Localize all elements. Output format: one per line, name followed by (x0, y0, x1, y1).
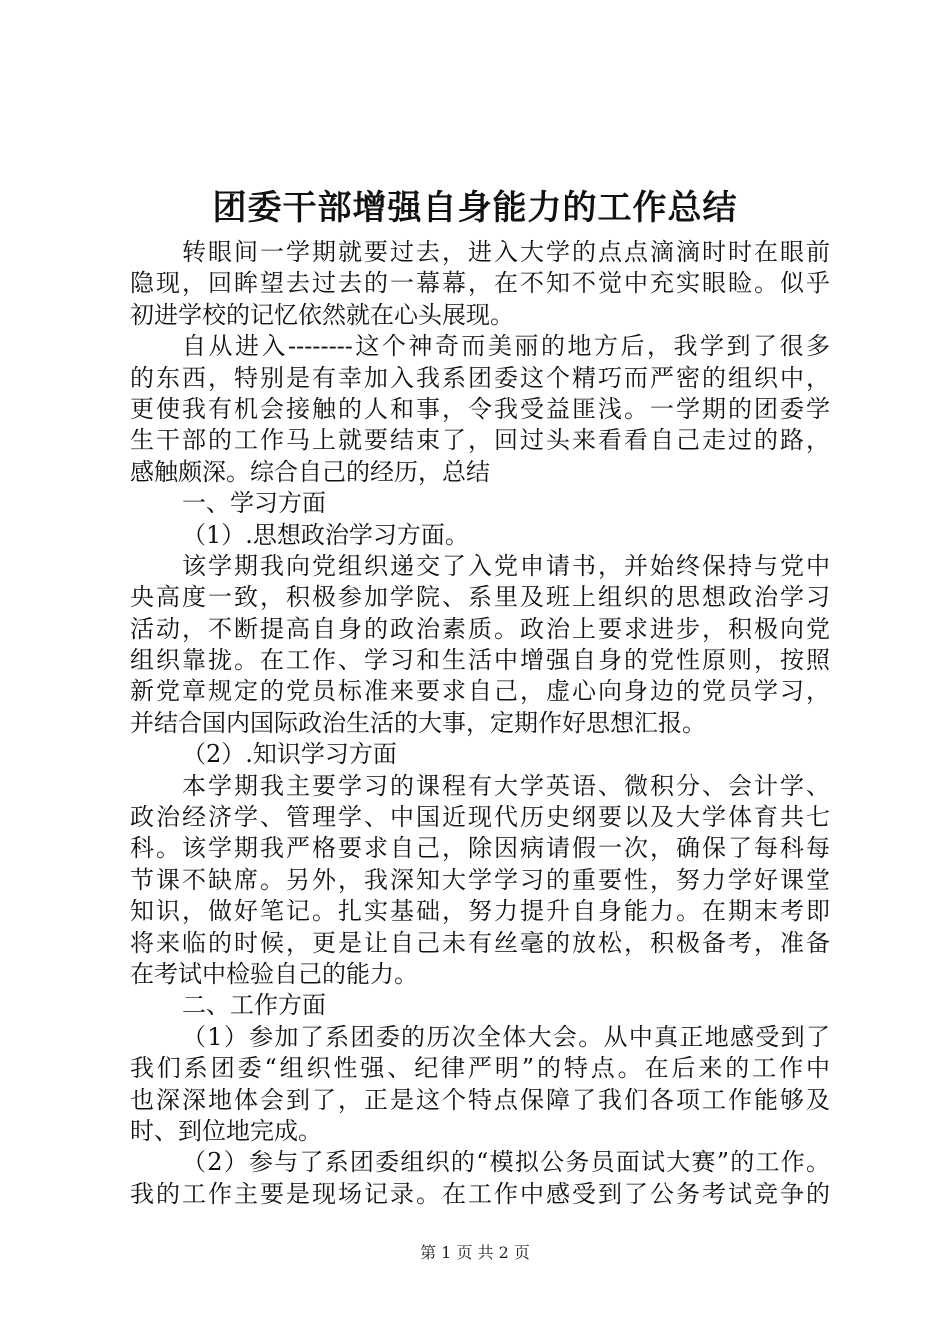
text-line: 科。该学期我严格要求自己，除因病请假一次，确保了每科每 (130, 834, 830, 863)
text-line: 央高度一致，积极参加学院、系里及班上组织的思想政治学习 (130, 583, 830, 612)
text-line: 的东西，特别是有幸加入我系团委这个精巧而严密的组织中， (130, 363, 830, 392)
text-line: 我们系团委“组织性强、纪律严明”的特点。在后来的工作中 (130, 1054, 830, 1083)
text-line: 初进学校的记忆依然就在心头展现。 (130, 300, 514, 329)
text-line: 并结合国内国际政治生活的大事，定期作好思想汇报。 (130, 708, 706, 737)
text-line: 感触颇深。综合自己的经历，总结 (130, 457, 490, 486)
text-line: 也深深地体会到了，正是这个特点保障了我们各项工作能够及 (130, 1085, 830, 1114)
text-line: 活动，不断提高自身的政治素质。政治上要求进步，积极向党 (130, 614, 830, 643)
text-line: 新党章规定的党员标准来要求自己，虚心向身边的党员学习， (130, 677, 830, 706)
text-line: （1）.思想政治学习方面。 (182, 520, 469, 549)
text-line: 自从进入--------这个神奇而美丽的地方后，我学到了很多 (182, 332, 830, 361)
text-line: 节课不缺席。另外，我深知大学学习的重要性，努力学好课堂 (130, 865, 830, 894)
text-line: （2）.知识学习方面 (182, 740, 397, 769)
text-line: 在考试中检验自己的能力。 (130, 959, 418, 988)
text-line: （1）参加了系团委的历次全体大会。从中真正地感受到了 (182, 1022, 830, 1051)
text-line: 二、工作方面 (182, 991, 326, 1020)
text-line: 我的工作主要是现场记录。在工作中感受到了公务考试竞争的 (130, 1179, 830, 1208)
text-line: 更使我有机会接触的人和事，令我受益匪浅。一学期的团委学 (130, 394, 830, 423)
text-line: 一、学习方面 (182, 489, 326, 518)
text-line: 时、到位地完成。 (130, 1116, 322, 1145)
text-line: 隐现，回眸望去过去的一幕幕，在不知不觉中充实眼睑。似乎 (130, 269, 830, 298)
text-line: （2）参与了系团委组织的“模拟公务员面试大赛”的工作。 (182, 1148, 830, 1177)
text-line: 知识，做好笔记。扎实基础，努力提升自身能力。在期末考即 (130, 897, 830, 926)
text-line: 组织靠拢。在工作、学习和生活中增强自身的党性原则，按照 (130, 646, 830, 675)
document-title: 团委干部增强自身能力的工作总结 (212, 188, 738, 228)
text-line: 该学期我向党组织递交了入党申请书，并始终保持与党中 (182, 551, 830, 580)
text-line: 生干部的工作马上就要结束了，回过头来看看自己走过的路， (130, 426, 830, 455)
text-line: 转眼间一学期就要过去，进入大学的点点滴滴时时在眼前 (182, 238, 830, 266)
page-footer: 第 1 页 共 2 页 (420, 1243, 530, 1262)
text-line: 将来临的时候，更是让自己未有丝毫的放松，积极备考，准备 (130, 928, 830, 957)
text-line: 政治经济学、管理学、中国近现代历史纲要以及大学体育共七 (130, 803, 830, 832)
text-line: 本学期我主要学习的课程有大学英语、微积分、会计学、 (182, 771, 830, 800)
document-body (130, 237, 830, 1210)
